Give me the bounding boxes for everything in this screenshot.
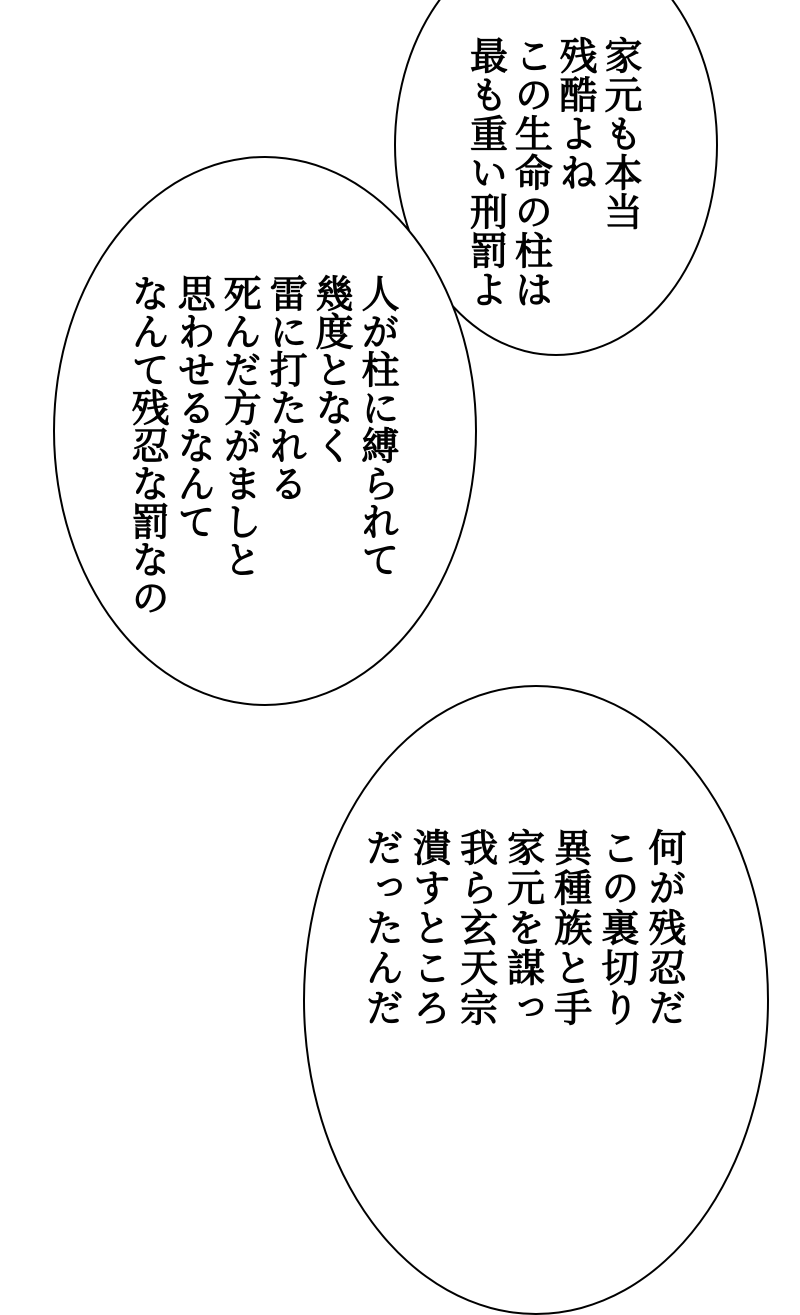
text-column: 死んだ方がましと <box>217 274 263 578</box>
speech-text-bottom-right <box>358 828 688 1028</box>
text-column: なんて残忍な罰なの <box>125 274 171 616</box>
text-column: 最も重い刑罰よ <box>463 36 509 309</box>
speech-text-top-right <box>463 36 642 309</box>
text-column: 人が柱に縛られて <box>355 274 400 578</box>
text-column: 何が残忍だ <box>642 828 687 1028</box>
text-column: 潰すところ <box>406 828 452 1028</box>
text-column: 思わせるなんて <box>171 274 217 540</box>
text-column: だったんだ <box>359 828 405 1028</box>
text-column: 異種族と手 <box>547 828 593 1028</box>
text-column: 家元も本当 <box>598 36 643 231</box>
speech-text-middle-left <box>124 274 400 616</box>
text-column: この生命の柱は <box>508 36 554 309</box>
text-column: この裏切り <box>594 828 640 1028</box>
text-column: 家元を謀っ <box>500 828 546 1028</box>
text-column: 我ら玄天宗 <box>453 828 499 1028</box>
text-column: 雷に打たれる <box>263 274 309 502</box>
text-column: 幾度となく <box>309 274 355 464</box>
text-column: 残酷よね <box>553 36 599 192</box>
